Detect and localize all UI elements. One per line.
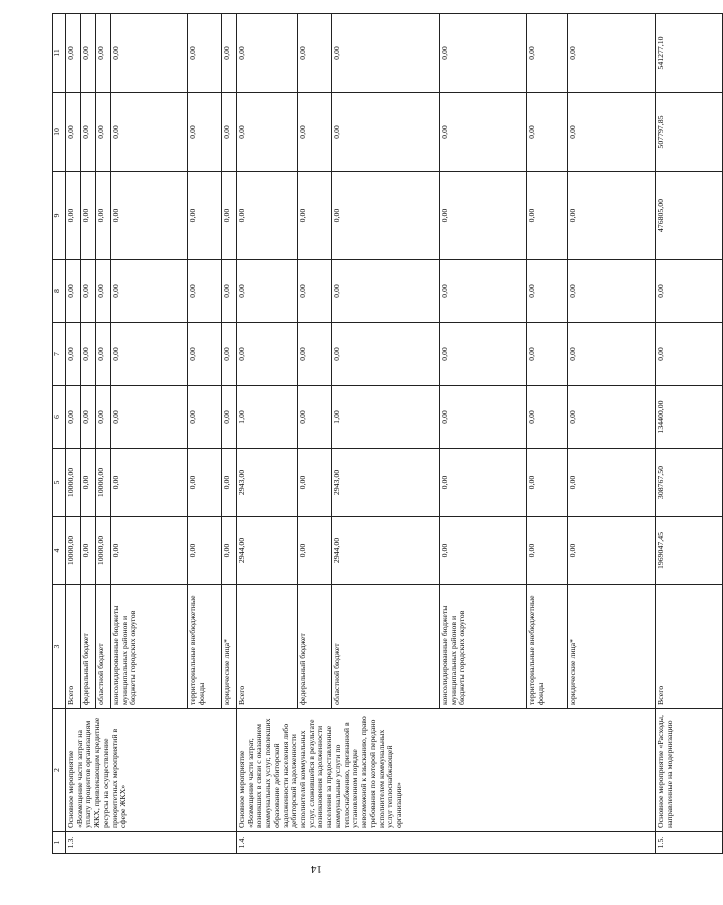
header-cell: 7 — [53, 323, 66, 386]
page-number: 14 — [311, 863, 323, 875]
amount-cell: 0,00 — [298, 260, 332, 323]
amount-cell: 0,00 — [298, 323, 332, 386]
amount-cell: 0,00 — [222, 260, 237, 323]
amount-cell: 0,00 — [96, 386, 111, 449]
event-name: Основное мероприятие «Возмещение части затрат, возникших в связи с оказанием коммунальных услуг, повлекших образование дебиторской задолженности населения либо дебиторской задолженности исполнителей коммунальных услуг, сложившейся в результате возникновения задолженности населения за предоставленные коммунальные услуги по теплоснабжению, признанной в установленном порядке невозможной к взысканию, право требования по которой передано исполнителем коммунальных услуг теплоснабжающей организации» — [237, 709, 656, 832]
amount-cell: 0,00 — [440, 517, 527, 585]
amount-cell: 10000,00 — [66, 449, 81, 517]
amount-cell: 0,00 — [188, 14, 222, 93]
amount-cell: 0,00 — [81, 517, 96, 585]
amount-cell: 0,00 — [440, 449, 527, 517]
amount-cell: 0,00 — [568, 517, 656, 585]
amount-cell: 0,00 — [96, 14, 111, 93]
amount-cell: 0,00 — [81, 172, 96, 260]
amount-cell: 0,00 — [332, 172, 440, 260]
amount-cell: 134400,00 — [656, 386, 723, 449]
amount-cell: 0,00 — [527, 386, 568, 449]
amount-cell: 2943,00 — [332, 449, 440, 517]
rotated-content — [52, 14, 674, 884]
amount-cell: 0,00 — [66, 386, 81, 449]
amount-cell: 0,00 — [568, 93, 656, 172]
amount-cell: 308767,50 — [656, 449, 723, 517]
amount-cell: 0,00 — [298, 449, 332, 517]
amount-cell: 0,00 — [188, 93, 222, 172]
amount-cell: 1,00 — [237, 386, 298, 449]
amount-cell: 0,00 — [81, 260, 96, 323]
amount-cell: 0,00 — [66, 14, 81, 93]
amount-cell: 0,00 — [81, 386, 96, 449]
amount-cell: 0,00 — [440, 323, 527, 386]
amount-cell: 0,00 — [298, 172, 332, 260]
funding-source: федеральный бюджет — [298, 585, 332, 709]
amount-cell: 0,00 — [222, 449, 237, 517]
amount-cell: 0,00 — [96, 93, 111, 172]
budget-table — [52, 13, 723, 854]
item-number: 1.5. — [656, 832, 723, 854]
amount-cell: 0,00 — [81, 449, 96, 517]
amount-cell: 1,00 — [332, 386, 440, 449]
amount-cell: 0,00 — [222, 93, 237, 172]
amount-cell: 0,00 — [237, 172, 298, 260]
amount-cell: 0,00 — [568, 172, 656, 260]
amount-cell: 0,00 — [96, 323, 111, 386]
amount-cell: 0,00 — [298, 517, 332, 585]
event-name: Основное мероприятие «Возмещение части затрат на уплату процентов организациям ЖКХ, привлекающим кредитные ресурсы на осуществление приоритетных мероприятий в сфере ЖКХ» — [66, 709, 237, 832]
amount-cell: 0,00 — [81, 93, 96, 172]
amount-cell: 0,00 — [440, 172, 527, 260]
table-body — [66, 14, 723, 854]
amount-cell: 0,00 — [111, 386, 188, 449]
funding-source: юридические лица* — [222, 585, 237, 709]
header-cell: 1 — [53, 832, 66, 854]
header-cell: 3 — [53, 585, 66, 709]
amount-cell: 10000,00 — [66, 517, 81, 585]
amount-cell: 0,00 — [527, 517, 568, 585]
amount-cell: 0,00 — [81, 323, 96, 386]
amount-cell: 0,00 — [222, 14, 237, 93]
amount-cell: 0,00 — [332, 93, 440, 172]
header-cell: 9 — [53, 172, 66, 260]
amount-cell: 507797,85 — [656, 93, 723, 172]
funding-source: территориальные внебюджетные фонды — [527, 585, 568, 709]
amount-cell: 0,00 — [298, 93, 332, 172]
funding-source: территориальные внебюджетные фонды — [188, 585, 222, 709]
header-cell: 6 — [53, 386, 66, 449]
funding-source: федеральный бюджет — [81, 585, 96, 709]
header-cell: 11 — [53, 14, 66, 93]
table-row — [656, 14, 723, 854]
amount-cell: 0,00 — [188, 449, 222, 517]
table-row — [237, 14, 298, 854]
funding-source: консолидированные бюджеты муниципальных районов и бюджеты городских округов — [111, 585, 188, 709]
amount-cell: 0,00 — [111, 172, 188, 260]
funding-source: консолидированные бюджеты муниципальных районов и бюджеты городских округов — [440, 585, 527, 709]
amount-cell: 0,00 — [332, 14, 440, 93]
amount-cell: 0,00 — [656, 323, 723, 386]
header-row — [53, 14, 66, 854]
amount-cell: 0,00 — [111, 93, 188, 172]
amount-cell: 0,00 — [188, 172, 222, 260]
amount-cell: 2944,00 — [332, 517, 440, 585]
amount-cell: 0,00 — [568, 449, 656, 517]
amount-cell: 0,00 — [332, 323, 440, 386]
amount-cell: 0,00 — [96, 260, 111, 323]
amount-cell: 0,00 — [96, 172, 111, 260]
header-cell: 4 — [53, 517, 66, 585]
amount-cell: 0,00 — [237, 14, 298, 93]
header-cell: 10 — [53, 93, 66, 172]
amount-cell: 0,00 — [66, 172, 81, 260]
amount-cell: 0,00 — [111, 14, 188, 93]
amount-cell: 0,00 — [222, 386, 237, 449]
table-row — [66, 14, 81, 854]
amount-cell: 0,00 — [440, 14, 527, 93]
amount-cell: 0,00 — [111, 260, 188, 323]
event-name: Основное мероприятие «Расходы, направленные на модернизацию — [656, 709, 723, 832]
header-cell: 5 — [53, 449, 66, 517]
amount-cell: 2943,00 — [237, 449, 298, 517]
amount-cell: 0,00 — [237, 323, 298, 386]
funding-source: Всего — [656, 585, 723, 709]
amount-cell: 0,00 — [237, 260, 298, 323]
amount-cell: 0,00 — [568, 260, 656, 323]
amount-cell: 0,00 — [440, 93, 527, 172]
funding-source: областной бюджет — [96, 585, 111, 709]
funding-source: Всего — [237, 585, 298, 709]
header-cell: 2 — [53, 709, 66, 832]
amount-cell: 0,00 — [527, 323, 568, 386]
amount-cell: 0,00 — [188, 386, 222, 449]
item-number: 1.3. — [66, 832, 237, 854]
amount-cell: 0,00 — [298, 14, 332, 93]
amount-cell: 0,00 — [66, 93, 81, 172]
amount-cell: 2944,00 — [237, 517, 298, 585]
amount-cell: 0,00 — [568, 323, 656, 386]
amount-cell: 0,00 — [188, 260, 222, 323]
amount-cell: 0,00 — [222, 323, 237, 386]
amount-cell: 10000,00 — [96, 449, 111, 517]
amount-cell: 0,00 — [188, 323, 222, 386]
amount-cell: 0,00 — [568, 14, 656, 93]
item-number: 1.4. — [237, 832, 656, 854]
amount-cell: 0,00 — [332, 260, 440, 323]
amount-cell: 0,00 — [527, 93, 568, 172]
funding-source: областной бюджет — [332, 585, 440, 709]
amount-cell: 0,00 — [66, 260, 81, 323]
amount-cell: 0,00 — [111, 517, 188, 585]
amount-cell: 0,00 — [188, 517, 222, 585]
funding-source: Всего — [66, 585, 81, 709]
amount-cell: 0,00 — [237, 93, 298, 172]
amount-cell: 0,00 — [298, 386, 332, 449]
header-cell: 8 — [53, 260, 66, 323]
amount-cell: 0,00 — [111, 449, 188, 517]
amount-cell: 0,00 — [440, 386, 527, 449]
amount-cell: 541277,10 — [656, 14, 723, 93]
amount-cell: 10000,00 — [96, 517, 111, 585]
amount-cell: 0,00 — [568, 386, 656, 449]
amount-cell: 0,00 — [66, 323, 81, 386]
amount-cell: 0,00 — [111, 323, 188, 386]
amount-cell: 0,00 — [222, 517, 237, 585]
amount-cell: 0,00 — [527, 260, 568, 323]
amount-cell: 0,00 — [527, 14, 568, 93]
amount-cell: 0,00 — [222, 172, 237, 260]
amount-cell: 0,00 — [527, 449, 568, 517]
amount-cell: 0,00 — [656, 260, 723, 323]
amount-cell: 476805,00 — [656, 172, 723, 260]
funding-source: юридические лица* — [568, 585, 656, 709]
amount-cell: 0,00 — [440, 260, 527, 323]
amount-cell: 0,00 — [81, 14, 96, 93]
amount-cell: 0,00 — [527, 172, 568, 260]
amount-cell: 1969047,45 — [656, 517, 723, 585]
